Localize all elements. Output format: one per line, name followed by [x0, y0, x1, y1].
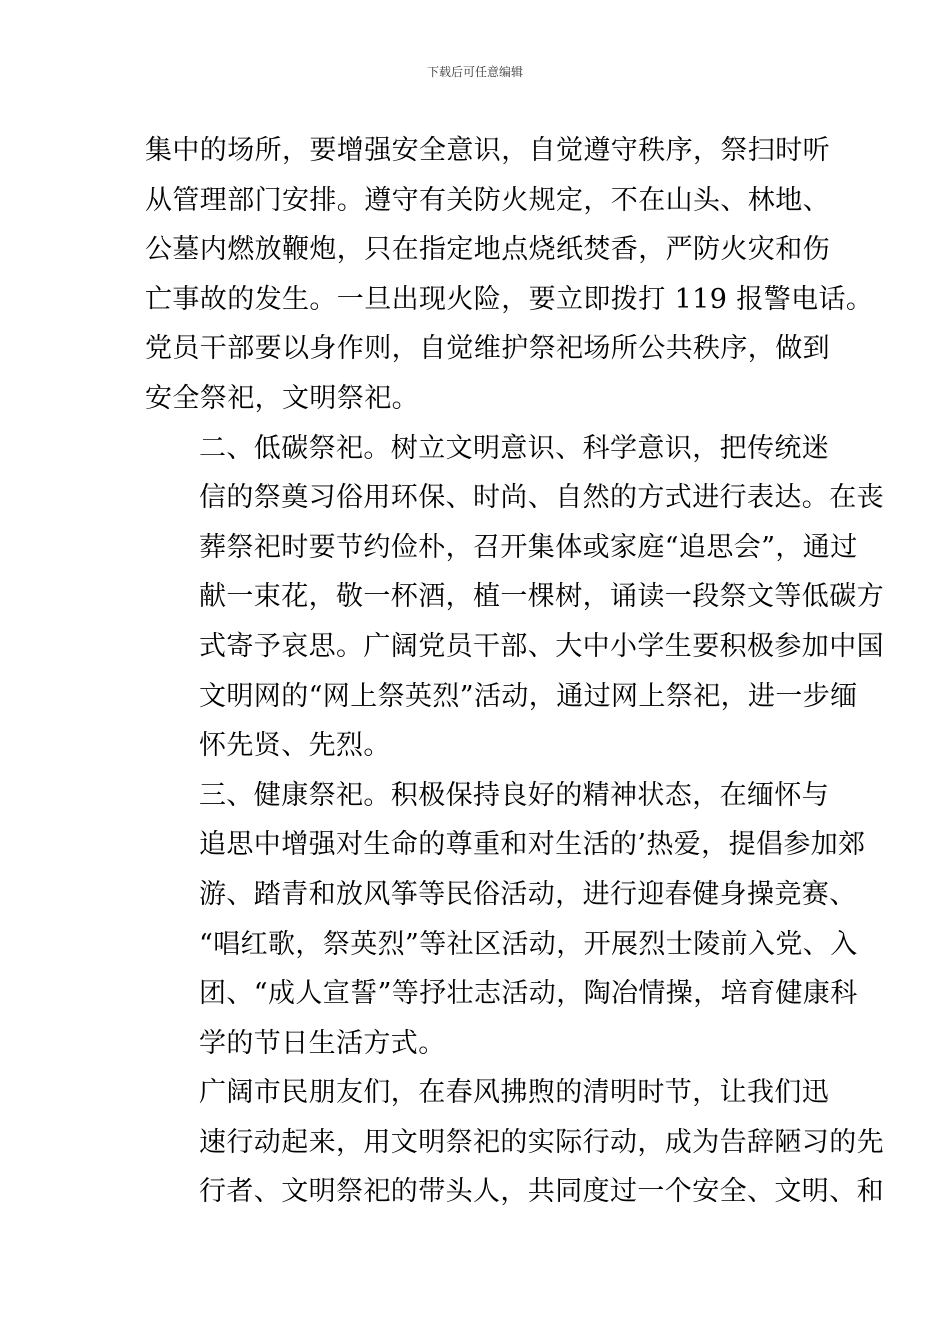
text-line: 追思中增强对生命的尊重和对生活的’热爱，提倡参加郊	[199, 829, 866, 861]
text-line: 速行动起来，用文明祭祀的实际行动，成为告辞陋习的先	[199, 1126, 884, 1158]
paragraph-safe-worship	[145, 126, 874, 424]
text-line: 三、健康祭祀。积极保持良好的精神状态，在缅怀与	[199, 779, 830, 811]
text-line: 党员干部要以身作则，自觉维护祭祀场所公共秩序，做到	[145, 333, 830, 365]
text-line: 文明网的“网上祭英烈”活动，通过网上祭祀，进一步缅	[199, 680, 858, 712]
text-line: 怀先贤、先烈。	[199, 730, 391, 762]
text-line: 信的祭奠习俗用环保、时尚、自然的方式进行表达。在丧	[199, 482, 884, 514]
text-line: 集中的场所，要增强安全意识，自觉遵守秩序，祭扫时听	[145, 135, 830, 166]
text-line: 式寄予哀思。广阔党员干部、大中小学生要积极参加中国	[199, 630, 884, 662]
paragraph-low-carbon-worship	[145, 424, 884, 771]
text-line: 从管理部门安排。遵守有关防火规定，不在山头、林地、	[145, 184, 830, 216]
text-line: 广阔市民朋友们，在春风拂煦的清明时节，让我们迅	[199, 1077, 830, 1109]
text-line: 亡事故的发生。一旦出现火险，要立即拨打 119 报警电话。	[145, 283, 874, 315]
text-line: 团、“成人宣誓”等抒壮志活动，陶冶情操，培育健康科	[199, 978, 858, 1010]
text-line: 二、低碳祭祀。树立文明意识、科学意识，把传统迷	[199, 432, 830, 464]
text-line: 公墓内燃放鞭炮，只在指定地点烧纸焚香，严防火灾和伤	[145, 234, 830, 266]
page-header-note: 下载后可任意编辑	[426, 65, 523, 79]
text-line: 游、踏青和放风筝等民俗活动，进行迎春健身操竞赛、	[199, 878, 857, 910]
paragraph-call-to-action	[145, 1068, 884, 1217]
text-line: 学的节日生活方式。	[199, 1027, 446, 1059]
text-line: 葬祭祀时要节约俭朴，召开集体或家庭“追思会”，通过	[199, 531, 858, 563]
text-line: 献一束花，敬一杯酒，植一棵树，诵读一段祭文等低碳方	[199, 581, 884, 613]
document-body	[145, 126, 884, 1217]
text-line: 行者、文明祭祀的带头人，共同度过一个安全、文明、和	[199, 1176, 884, 1208]
text-line: 安全祭祀，文明祭祀。	[145, 382, 419, 414]
paragraph-healthy-worship	[145, 771, 866, 1069]
text-line: “唱红歌，祭英烈”等社区活动，开展烈士陵前入党、入	[199, 928, 858, 960]
